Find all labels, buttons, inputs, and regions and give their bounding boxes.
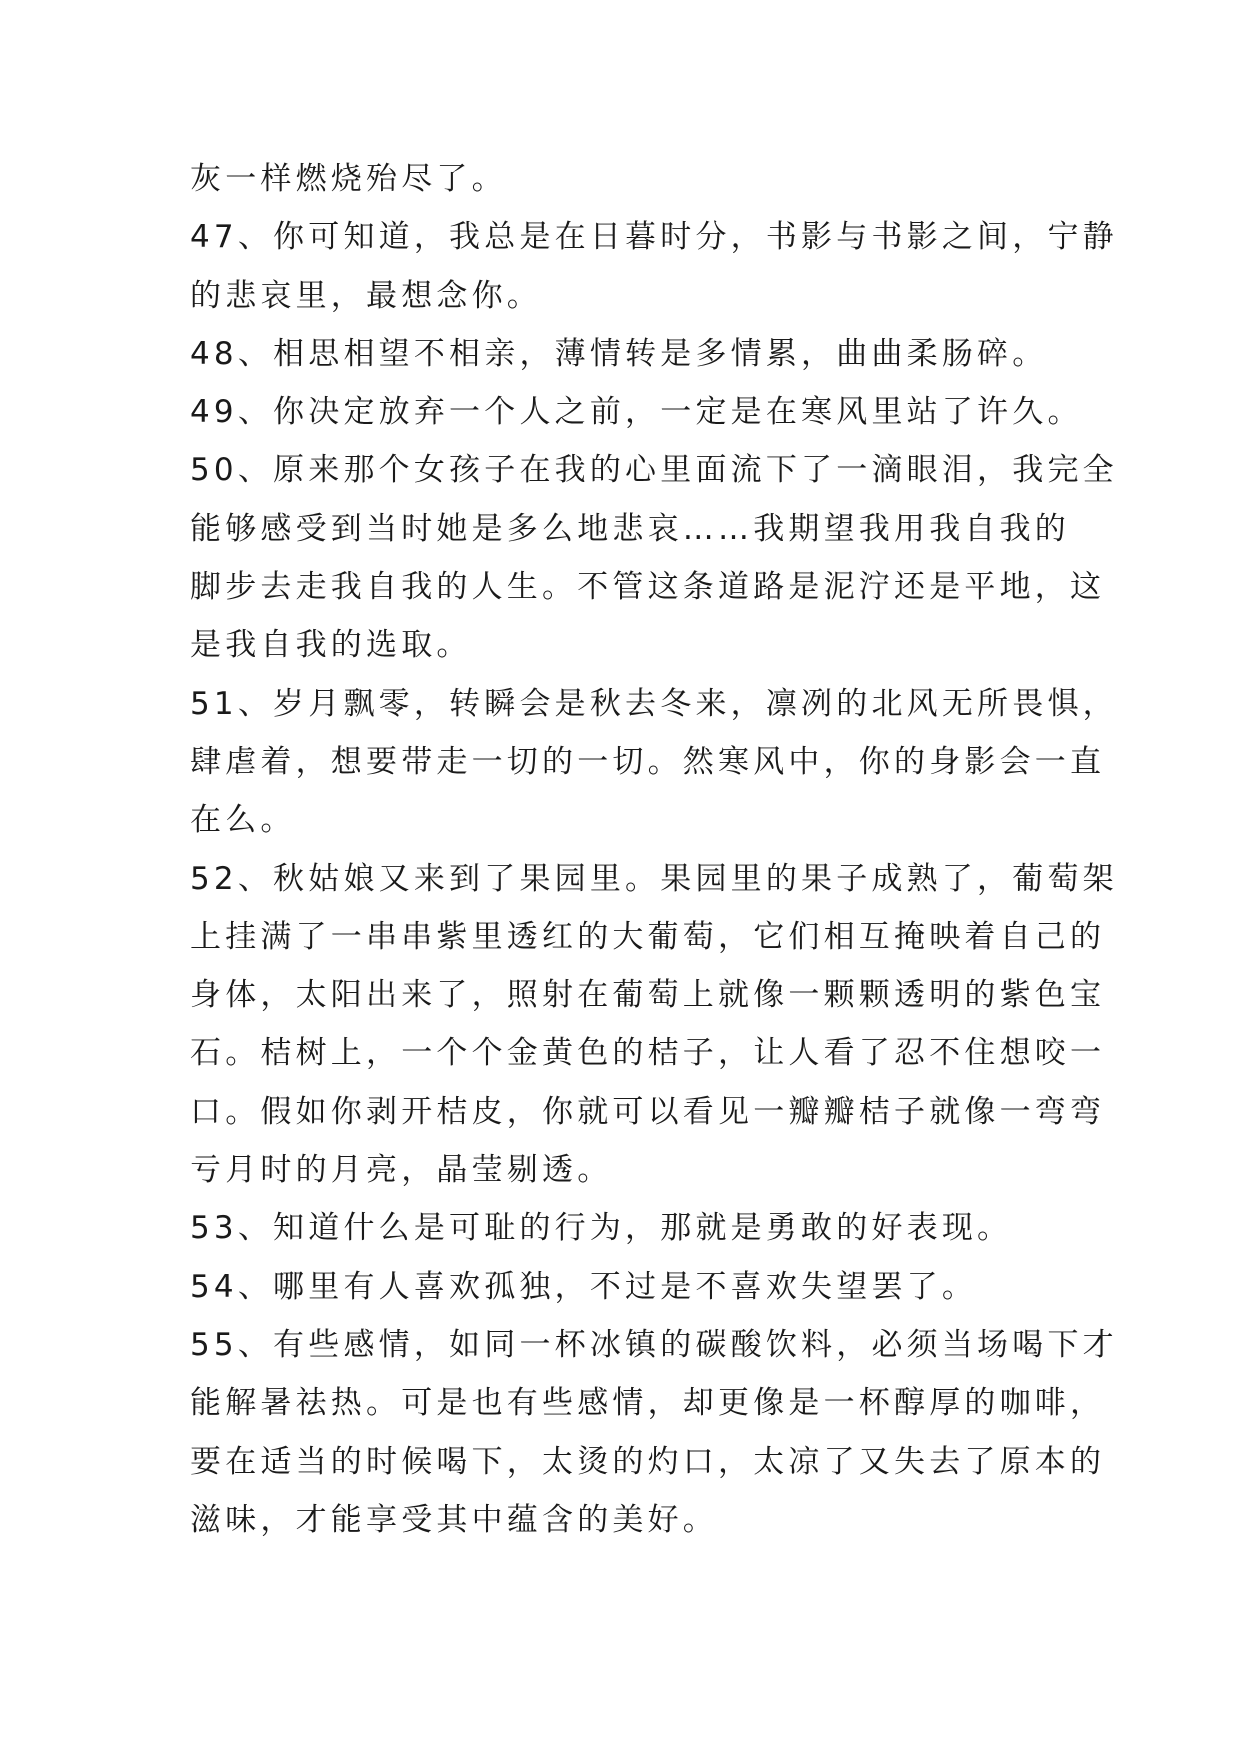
text-line: 能够感受到当时她是多么地悲哀……我期望我用我自我的 <box>190 510 1070 547</box>
text-line: 47、你可知道，我总是在日暮时分，书影与书影之间，宁静 <box>190 219 1118 256</box>
text-line: 肆虐着，想要带走一切的一切。然寒风中，你的身影会一直 <box>190 743 1106 780</box>
text-line: 54、哪里有人喜欢孤独，不过是不喜欢失望罢了。 <box>190 1268 978 1305</box>
text-line: 要在适当的时候喝下，太烫的灼口，太凉了又失去了原本的 <box>190 1443 1106 1480</box>
text-line: 身体，太阳出来了，照射在葡萄上就像一颗颗透明的紫色宝 <box>190 977 1106 1014</box>
text-line: 53、知道什么是可耻的行为，那就是勇敢的好表现。 <box>190 1210 1013 1247</box>
text-line: 脚步去走我自我的人生。不管这条道路是泥泞还是平地，这 <box>190 569 1106 606</box>
text-line: 口。假如你剥开桔皮，你就可以看见一瓣瓣桔子就像一弯弯 <box>190 1093 1106 1130</box>
text-line: 的悲哀里，最想念你。 <box>190 277 542 314</box>
text-line: 48、相思相望不相亲，薄情转是多情累，曲曲柔肠碎。 <box>190 335 1048 372</box>
text-line: 能解暑祛热。可是也有些感情，却更像是一杯醇厚的咖啡， <box>190 1385 1106 1422</box>
text-line: 49、你决定放弃一个人之前，一定是在寒风里站了许久。 <box>190 394 1083 431</box>
document-body <box>190 150 1118 1549</box>
text-line: 52、秋姑娘又来到了果园里。果园里的果子成熟了，葡萄架 <box>190 860 1118 897</box>
text-line: 灰一样燃烧殆尽了。 <box>190 161 507 197</box>
text-line: 石。桔树上，一个个金黄色的桔子，让人看了忍不住想咬一 <box>190 1035 1106 1072</box>
text-line: 在么。 <box>190 802 296 839</box>
text-line: 上挂满了一串串紫里透红的大葡萄，它们相互掩映着自己的 <box>190 918 1106 955</box>
text-line: 55、有些感情，如同一杯冰镇的碳酸饮料，必须当场喝下才 <box>190 1326 1118 1363</box>
text-line: 51、岁月飘零，转瞬会是秋去冬来，凛冽的北风无所畏惧， <box>190 685 1118 722</box>
text-line: 50、原来那个女孩子在我的心里面流下了一滴眼泪，我完全 <box>190 452 1118 489</box>
text-line: 亏月时的月亮，晶莹剔透。 <box>190 1152 613 1189</box>
text-line: 是我自我的选取。 <box>190 627 472 664</box>
text-line: 滋味，才能享受其中蕴含的美好。 <box>190 1501 718 1538</box>
